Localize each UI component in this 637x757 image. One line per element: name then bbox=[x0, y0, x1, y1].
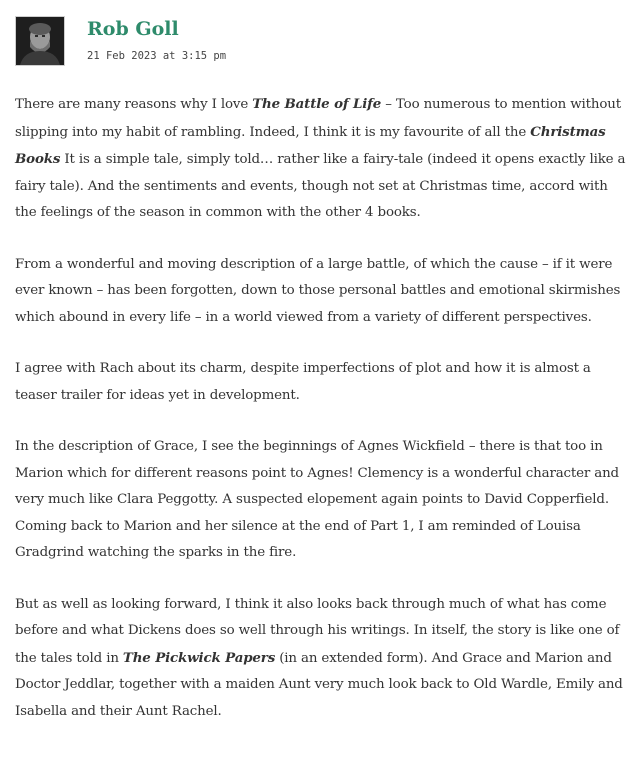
comment-paragraph bbox=[15, 592, 627, 726]
book-title-pickwick-papers: The Pickwick Papers bbox=[122, 649, 276, 666]
comment-paragraph: In the description of Grace, I see the beginnings of Agnes Wickfield – there is that too in Marion which for different reasons point to Agnes! Clemency is a wonderful character and very much like Clara Peggotty. A suspected elopement again points to David Copperfield. Coming back to Marion and her silence at the end of Part 1, I am reminded of Louisa Gradgrind watching the sparks in the fire. bbox=[15, 439, 619, 560]
comment-date-link[interactable]: 21 Feb 2023 at 3:15 pm bbox=[87, 50, 227, 62]
paragraph-text: It is a simple tale, simply told… rather like a fairy-tale (indeed it opens exactly like a fairy tale). And the sentiments and events, though not set at Christmas time, accord with the feelings of the season in common with the other 4 books. bbox=[15, 152, 626, 220]
comment-author-link[interactable]: Rob Goll bbox=[87, 18, 179, 40]
avatar-photo-icon bbox=[16, 17, 64, 65]
comment-paragraph bbox=[15, 91, 627, 227]
comment-header bbox=[15, 16, 625, 76]
book-title-battle-of-life: The Battle of Life bbox=[252, 96, 382, 112]
comment-paragraph: I agree with Rach about its charm, despite imperfections of plot and how it is almost a teaser trailer for ideas yet in development. bbox=[15, 361, 591, 403]
comment bbox=[15, 16, 626, 719]
paragraph-text: There are many reasons why I love bbox=[15, 97, 253, 112]
comment-paragraph: From a wonderful and moving description of a large battle, of which the cause – if it were ever known – has been forgotten, down to those personal battles and emotional skirmishes which abound in every life – in a world viewed from a variety of different perspectives. bbox=[15, 256, 621, 325]
book-title-christmas-books: Christmas Books bbox=[15, 123, 606, 167]
comment-body bbox=[15, 91, 627, 750]
paragraph-text: (in an extended form). And Grace and Marion and Doctor Jeddlar, together with a maiden Aunt very much look back to Old Wardle, Emily and Isabella and their Aunt Rachel. bbox=[15, 650, 623, 719]
paragraph-text: – Too numerous to mention without slipping into my habit of rambling. Indeed, I think it is my favourite of all the bbox=[15, 97, 621, 140]
paragraph-text: But as well as looking forward, I think it also looks back through much of what has come before and what Dickens does so well through his writings. In itself, the story is like one of the tales told in bbox=[15, 596, 620, 666]
avatar[interactable] bbox=[15, 16, 65, 66]
